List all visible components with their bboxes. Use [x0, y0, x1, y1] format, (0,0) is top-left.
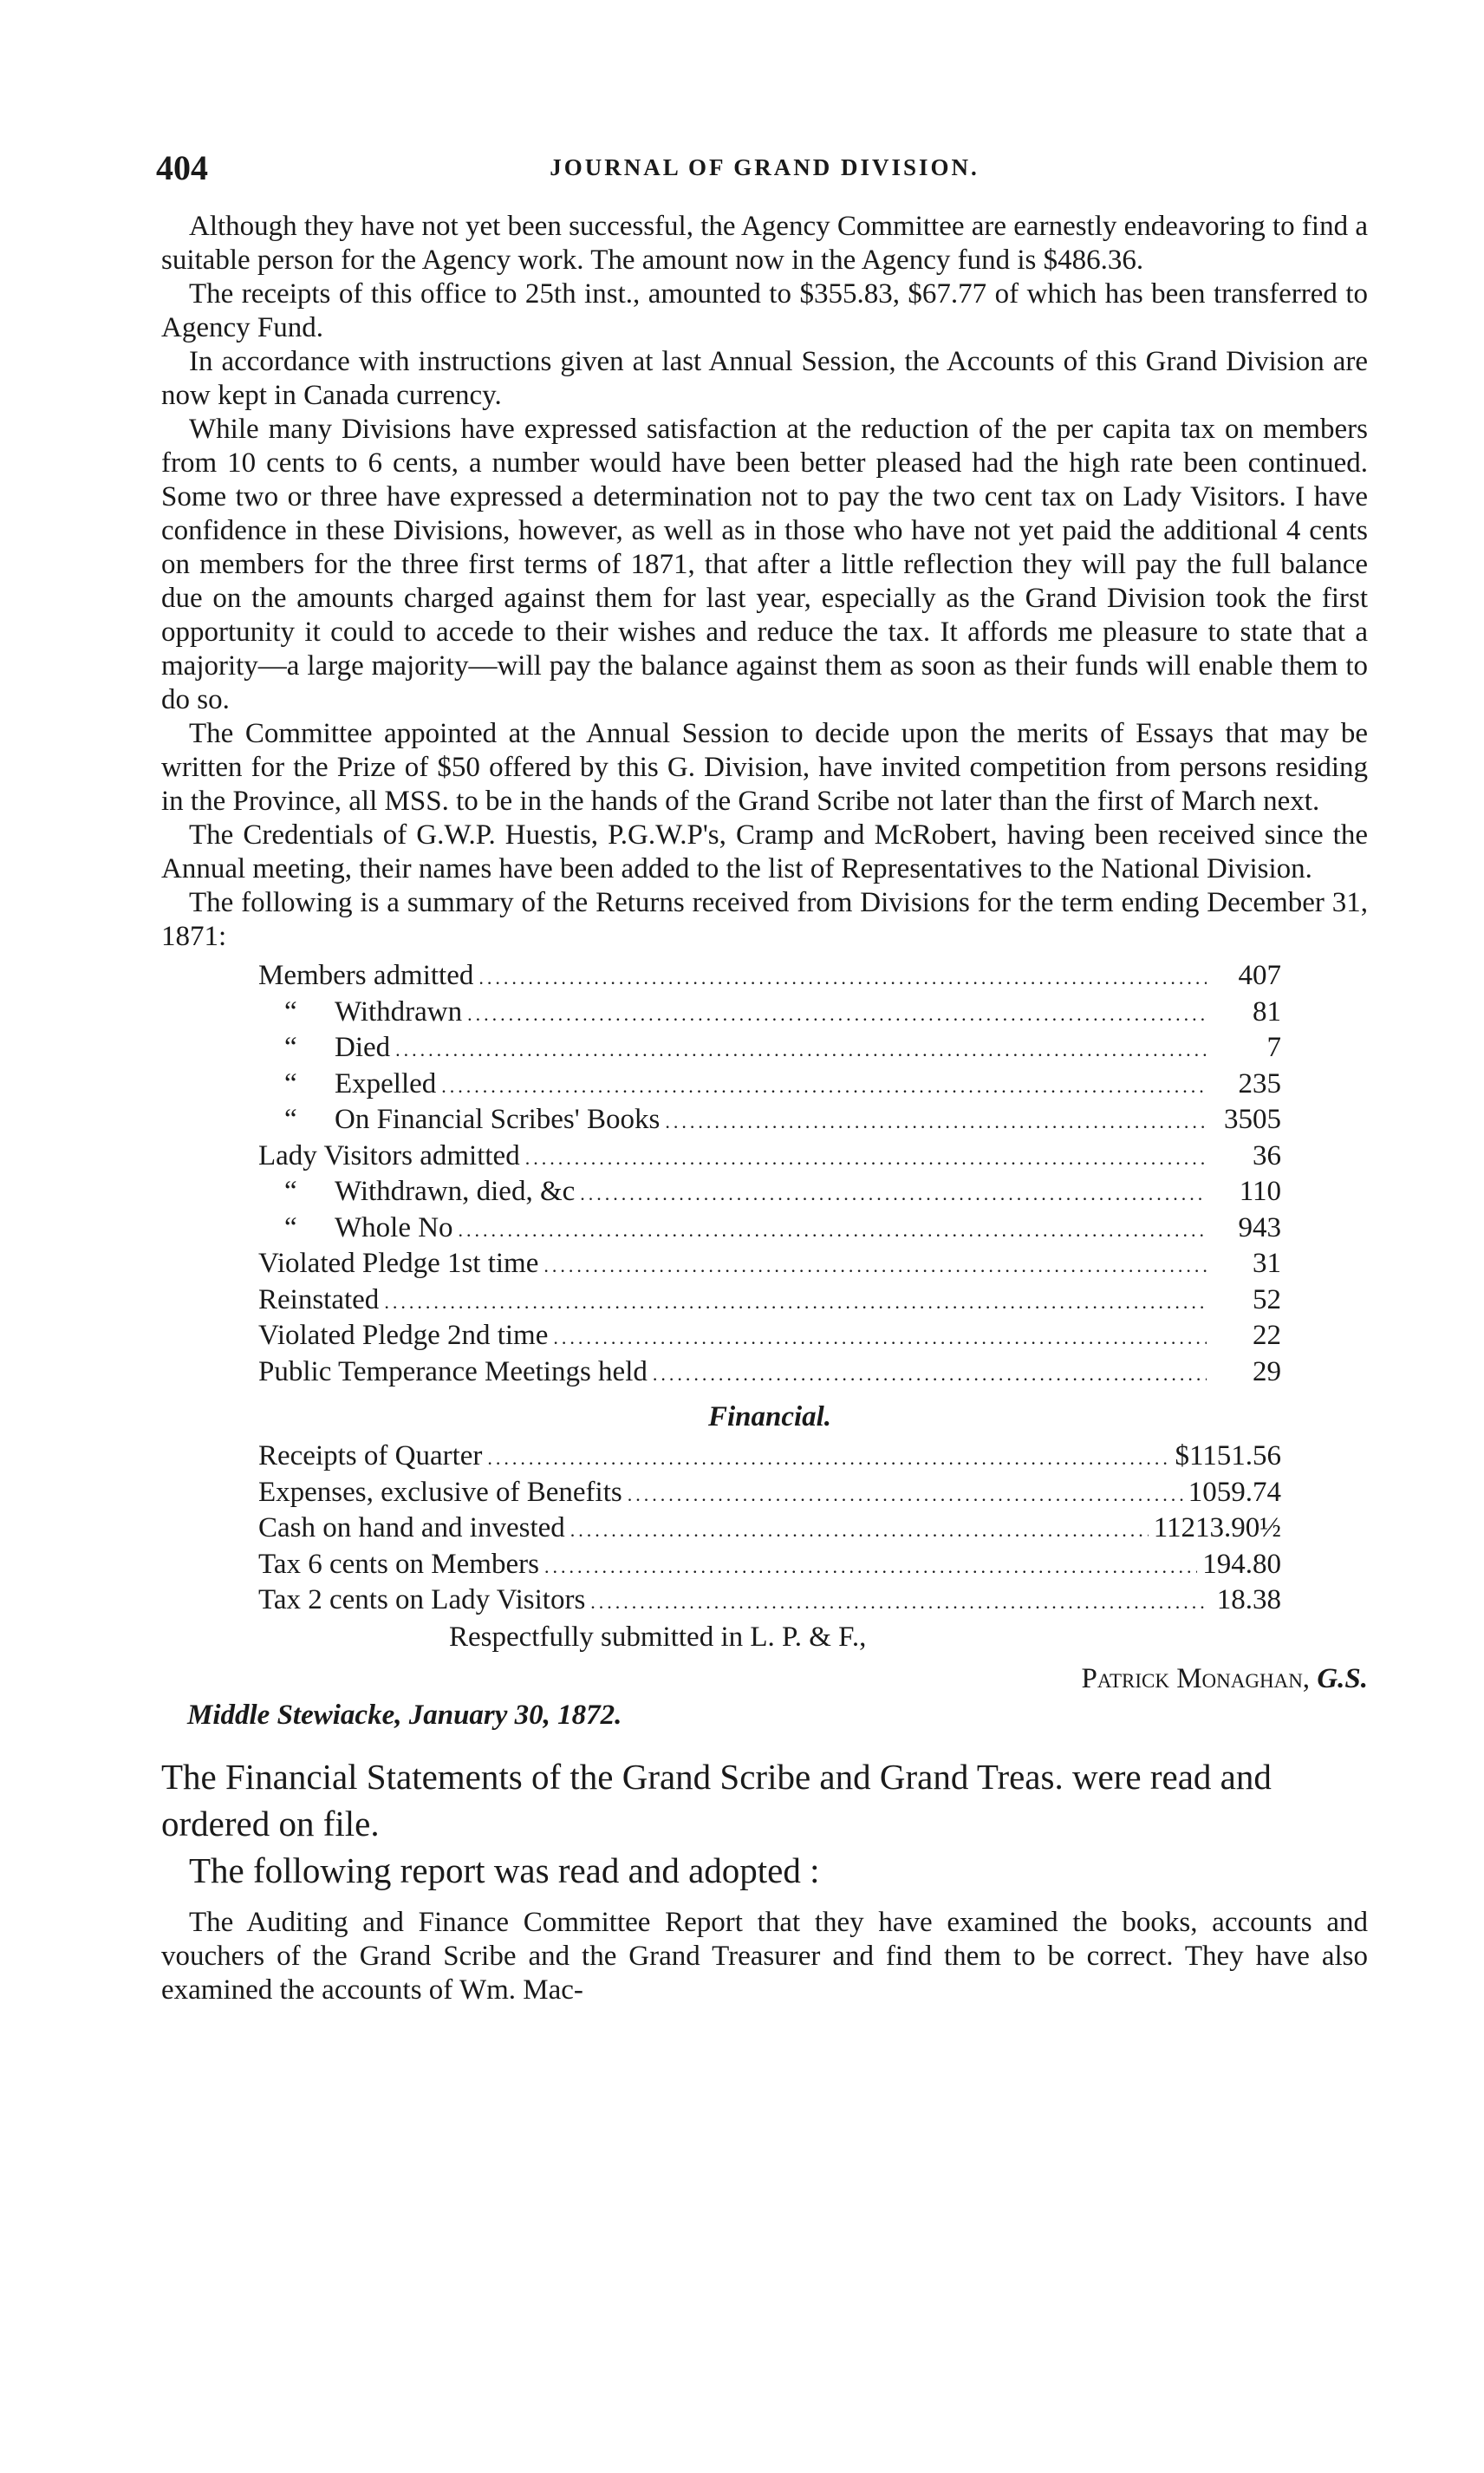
summary-label: Public Temperance Meetings held — [258, 1355, 648, 1387]
financial-value: 194.80 — [1202, 1548, 1281, 1580]
summary-row — [258, 995, 1281, 1032]
summary-value: 7 — [1266, 1032, 1281, 1063]
summary-label: On Financial Scribes' Books — [335, 1104, 661, 1135]
financial-row — [258, 1511, 1281, 1548]
paragraph-credentials: The Credentials of G.W.P. Huestis, P.G.W.P's, Cramp and McRobert, having been received since the Annual meeting, their names have been added to the list of Representatives to the National Division. — [161, 819, 1368, 884]
financial-label: Tax 2 cents on Lady Visitors — [258, 1584, 586, 1615]
ditto-mark: “ — [284, 1067, 297, 1099]
summary-row — [258, 1175, 1281, 1211]
signature — [161, 1661, 1368, 1696]
summary-row — [258, 1283, 1281, 1320]
returns-summary-table — [258, 959, 1281, 1620]
auditing-report — [161, 1906, 1368, 2007]
report-closing — [161, 1620, 1368, 1732]
summary-value: 3505 — [1224, 1104, 1281, 1135]
paragraph-currency: In accordance with instructions given at last Annual Session, the Accounts of this Grand Division are now kept in Canada currency. — [161, 346, 1368, 411]
summary-label: Expelled — [335, 1067, 437, 1099]
summary-label: Members admitted — [258, 960, 474, 991]
financial-value: 18.38 — [1216, 1584, 1281, 1615]
summary-row — [258, 1247, 1281, 1283]
financial-row — [258, 1439, 1281, 1476]
ditto-mark: “ — [284, 1211, 297, 1243]
page-number: 404 — [156, 148, 208, 187]
summary-row — [258, 1139, 1281, 1176]
submitted-line: Respectfully submitted in L. P. & F., — [449, 1621, 867, 1653]
report-body — [161, 210, 1368, 954]
auditing-paragraph: The Auditing and Finance Committee Report that they have examined the books, accounts and vouchers of the Grand Scribe and the Grand Treasurer and find them to be correct. They have also examined the accounts of Wm. Mac- — [161, 1906, 1368, 2006]
financial-label: Receipts of Quarter — [258, 1440, 483, 1471]
summary-value: 36 — [1253, 1139, 1281, 1171]
summary-label: Withdrawn, died, &c — [335, 1176, 576, 1207]
financial-value: 11213.90½ — [1153, 1512, 1281, 1543]
summary-value: 235 — [1238, 1067, 1281, 1099]
place-date: Middle Stewiacke, January 30, 1872. — [187, 1699, 622, 1731]
paragraph-per-capita-tax: While many Divisions have expressed satisfaction at the reduction of the per capita tax on members from 10 cents to 6 cents, a number would have been better pleased had the high rate been continued. Some two or three have expressed a determination not to pay the two cent tax on Lady Visitors. I have confidence in these Divisions, however, as well as in those who have not yet paid the additional 4 cents on members for the three first terms of 1871, that after a little reflection they will pay the full balance due on the amounts charged against them for last year, especially as the Grand Division took the first opportunity it could to accede to their wishes and reduce the tax. It affords me pleasure to state that a majority—a large majority—will pay the balance against them as soon as their funds will enable them to do so. — [161, 414, 1368, 715]
summary-value: 407 — [1238, 960, 1281, 991]
ditto-mark: “ — [284, 1104, 297, 1135]
financial-value: 1059.74 — [1188, 1476, 1281, 1508]
summary-label: Withdrawn — [335, 995, 463, 1028]
page-header — [156, 147, 1368, 192]
paragraph-agency: Although they have not yet been successful, the Agency Committee are earnestly endeavoring to find a suitable person for the Agency work. The amount now in the Agency fund is $486.36. — [161, 211, 1368, 276]
summary-value: 943 — [1238, 1211, 1281, 1243]
financial-label: Cash on hand and invested — [258, 1512, 565, 1543]
signature-name: Patrick Monaghan, — [1081, 1662, 1311, 1694]
financial-statements-paragraph: The Financial Statements of the Grand Scribe and Grand Treas. were read and ordered on file. — [161, 1756, 1272, 1843]
ditto-mark: “ — [284, 1032, 297, 1063]
summary-row — [258, 1067, 1281, 1104]
paragraph-receipts: The receipts of this office to 25th inst., amounted to $355.83, $67.77 of which has been transferred to Agency Fund. — [161, 278, 1368, 343]
financial-table — [258, 1439, 1281, 1620]
summary-value: 29 — [1253, 1355, 1281, 1387]
running-title: JOURNAL OF GRAND DIVISION. — [550, 154, 980, 180]
paragraph-essay-prize: The Committee appointed at the Annual Session to decide upon the merits of Essays that may be written for the Prize of $50 offered by this G. Division, have invited competition from persons residing in the Province, all MSS. to be in the hands of the Grand Scribe not later than the first of March next. — [161, 718, 1368, 817]
summary-value: 52 — [1253, 1283, 1281, 1315]
summary-row — [258, 1355, 1281, 1392]
summary-label: Reinstated — [258, 1283, 380, 1315]
financial-row — [258, 1583, 1281, 1620]
summary-value: 22 — [1253, 1320, 1281, 1351]
signature-title: G.S. — [1317, 1662, 1368, 1694]
financial-heading: Financial. — [707, 1401, 832, 1432]
financial-row — [258, 1548, 1281, 1584]
summary-row — [258, 1031, 1281, 1067]
journal-page — [156, 147, 1368, 2007]
summary-value: 31 — [1253, 1248, 1281, 1279]
ditto-mark: “ — [284, 1176, 297, 1207]
financial-label: Expenses, exclusive of Benefits — [258, 1476, 622, 1508]
summary-row — [258, 959, 1281, 995]
financial-row — [258, 1476, 1281, 1512]
summary-row — [258, 1103, 1281, 1139]
summary-label: Violated Pledge 1st time — [258, 1248, 539, 1279]
paragraph-summary-intro: The following is a summary of the Returns received from Divisions for the term ending December 31, 1871: — [161, 887, 1368, 952]
financial-label: Tax 6 cents on Members — [258, 1548, 539, 1580]
summary-label: Whole No — [335, 1211, 453, 1243]
summary-label: Violated Pledge 2nd time — [258, 1320, 549, 1351]
summary-value: 81 — [1253, 995, 1281, 1028]
summary-label: Died — [335, 1032, 391, 1063]
financial-value: $1151.56 — [1175, 1440, 1281, 1471]
ditto-mark: “ — [284, 995, 297, 1028]
summary-row — [258, 1319, 1281, 1355]
summary-label: Lady Visitors admitted — [258, 1139, 520, 1171]
summary-row — [258, 1211, 1281, 1248]
summary-value: 110 — [1239, 1176, 1281, 1207]
report-adopted-paragraph: The following report was read and adopted : — [189, 1850, 820, 1890]
proceedings-text — [161, 1753, 1368, 1894]
